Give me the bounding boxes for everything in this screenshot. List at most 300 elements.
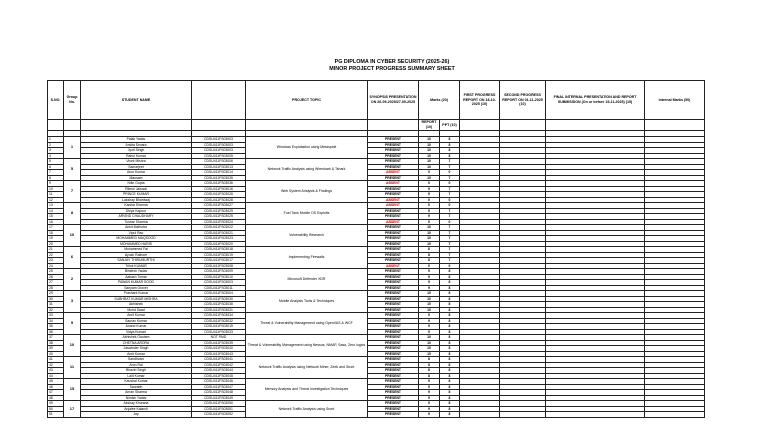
attendance-status-cell: PRESENT <box>368 258 419 264</box>
report-marks-cell: 9 <box>419 269 440 275</box>
report-marks-cell: 9 <box>419 412 440 418</box>
ppt-marks-cell: 8 <box>440 340 460 346</box>
student-name-cell: Ankita Sevara <box>81 142 192 148</box>
ppt-marks-cell: 8 <box>440 324 460 330</box>
header-synopsis: SYNOPSIS PRESENTATION ON 26-09-2025/27-09-2025 <box>368 81 419 120</box>
attendance-status-cell: PRESENT <box>368 307 419 313</box>
project-topic-cell: Network Traffic Analysis using Snort <box>246 401 368 418</box>
roll-number-cell: CDSU411FS03022 <box>192 225 246 231</box>
student-name-cell: Prashant Kumar <box>81 291 192 297</box>
attendance-status-cell: PRESENT <box>368 368 419 374</box>
roll-number-cell: CDSU411FS03003 <box>192 137 246 143</box>
report-marks-cell: 0 <box>419 170 440 176</box>
student-name-cell: Tushar Sharma <box>81 219 192 225</box>
project-topic-cell: Implementing Firewalls <box>246 247 368 269</box>
student-name-cell: Mohd Saad <box>81 307 192 313</box>
sno-cell: 15 <box>48 214 64 220</box>
report-marks-cell: 9 <box>419 390 440 396</box>
attendance-status-cell: PRESENT <box>368 192 419 198</box>
sno-cell: 1 <box>48 137 64 143</box>
ppt-marks-cell: 8 <box>440 142 460 148</box>
report-marks-cell: 10 <box>419 302 440 308</box>
sno-cell: 50 <box>48 406 64 412</box>
report-marks-cell: 10 <box>419 142 440 148</box>
student-name-cell: Kaushal Kumar <box>81 379 192 385</box>
sno-cell: 49 <box>48 401 64 407</box>
student-name-cell: Akshay Khurana <box>81 401 192 407</box>
sno-cell: 43 <box>48 368 64 374</box>
report-marks-cell: 10 <box>419 137 440 143</box>
attendance-status-cell: PRESENT <box>368 384 419 390</box>
group-number-cell: 1 <box>64 137 81 159</box>
ppt-marks-cell: 7 <box>440 230 460 236</box>
student-name-cell: CHETNA ARORA <box>81 340 192 346</box>
group-number-cell: 17 <box>64 401 81 418</box>
student-name-cell: Anand Kumar <box>81 324 192 330</box>
ppt-marks-cell: 7 <box>440 159 460 165</box>
attendance-status-cell: PRESENT <box>368 291 419 297</box>
sno-cell: 33 <box>48 313 64 319</box>
ppt-marks-cell: 7 <box>440 214 460 220</box>
ppt-marks-cell: 8 <box>440 357 460 363</box>
attendance-status-cell: PRESENT <box>368 324 419 330</box>
attendance-status-cell: PRESENT <box>368 406 419 412</box>
roll-number-cell: CDSU411FS03046 <box>192 379 246 385</box>
roll-number-cell: CDSU411FS03045 <box>192 373 246 379</box>
student-name-cell: Jyoti Singh <box>81 148 192 154</box>
header-group: Group No. <box>64 81 81 120</box>
attendance-status-cell: PRESENT <box>368 373 419 379</box>
report-marks-cell: 0 <box>419 197 440 203</box>
report-marks-cell: 9 <box>419 318 440 324</box>
sno-cell: 21 <box>48 247 64 253</box>
report-marks-cell: 9 <box>419 274 440 280</box>
roll-number-cell: CDSU411FS03026 <box>192 192 246 198</box>
attendance-status-cell: PRESENT <box>368 230 419 236</box>
report-marks-cell: 9 <box>419 208 440 214</box>
roll-number-cell: CDSU411FS03052 <box>192 412 246 418</box>
student-name-cell: Saurav Kumar <box>81 318 192 324</box>
ppt-marks-cell: 8 <box>440 285 460 291</box>
subheader-row <box>48 120 705 131</box>
attendance-status-cell: ABSENT <box>368 181 419 187</box>
report-marks-cell: 0 <box>419 219 440 225</box>
ppt-marks-cell: 7 <box>440 164 460 170</box>
sno-cell: 26 <box>48 274 64 280</box>
student-name-cell: ARVIND CHAUDHARY <box>81 214 192 220</box>
project-topic-cell: Fuel Tank Mobile OS Exploits <box>246 203 368 225</box>
group-number-cell: 9 <box>64 313 81 335</box>
sno-cell: 47 <box>48 390 64 396</box>
ppt-marks-cell: 7 <box>440 208 460 214</box>
student-name-cell: Saurabh <box>81 384 192 390</box>
student-name-cell: Lalit Kumar <box>81 373 192 379</box>
sno-cell: 4 <box>48 153 64 159</box>
report-marks-cell: 9 <box>419 384 440 390</box>
roll-number-cell: CDSU411FS03036 <box>192 181 246 187</box>
student-name-cell: Kanika Sharma <box>81 203 192 209</box>
sno-cell: 37 <box>48 335 64 341</box>
roll-number-cell: CDSU411FS03020 <box>192 241 246 247</box>
roll-number-cell: CDSU411FS03003 <box>192 148 246 154</box>
roll-number-cell: CDSU411FS03032 <box>192 318 246 324</box>
sno-cell: 24 <box>48 263 64 269</box>
ppt-marks-cell: 8 <box>440 401 460 407</box>
project-topic-cell: Network Traffic Analysis using Network Miner, Zeek and Snort <box>246 357 368 379</box>
student-name-cell: Sanyam Grover <box>81 285 192 291</box>
ppt-marks-cell: 7 <box>440 225 460 231</box>
report-marks-cell: 10 <box>419 241 440 247</box>
student-name-cell: Ritesh Jaiswal <box>81 186 192 192</box>
roll-number-cell: CDSU411FS03051 <box>192 406 246 412</box>
report-marks-cell: 10 <box>419 351 440 357</box>
sno-cell: 23 <box>48 258 64 264</box>
header-sno: S.NO. <box>48 81 64 120</box>
ppt-marks-cell: 7 <box>440 175 460 181</box>
roll-number-cell: CDSU411FS03031 <box>192 307 246 313</box>
roll-number-cell: CDSU411FS03010 <box>192 274 246 280</box>
ppt-marks-cell: 0 <box>440 197 460 203</box>
report-marks-cell: 10 <box>419 346 440 352</box>
report-marks-cell: 0 <box>419 263 440 269</box>
header-report: REPORT (10) <box>419 120 440 131</box>
report-marks-cell: 9 <box>419 401 440 407</box>
report-marks-cell: 0 <box>419 181 440 187</box>
ppt-marks-cell: 0 <box>440 181 460 187</box>
report-marks-cell: 10 <box>419 175 440 181</box>
student-name-cell: Samarjeet <box>81 164 192 170</box>
ppt-marks-cell: 8 <box>440 395 460 401</box>
ppt-marks-cell: 7 <box>440 258 460 264</box>
ppt-marks-cell: 8 <box>440 362 460 368</box>
report-marks-cell: 10 <box>419 230 440 236</box>
header-first-progress: FIRST PROGRESS REPORT ON 18-10-2025 (10) <box>460 81 500 120</box>
student-name-cell: Vivek Mishra <box>81 159 192 165</box>
group-number-cell: 6 <box>64 247 81 269</box>
report-marks-cell: 8 <box>419 247 440 253</box>
sno-cell: 3 <box>48 148 64 154</box>
roll-number-cell: CDSU411FS03013 <box>192 164 246 170</box>
first-progress-cell <box>460 412 500 418</box>
ppt-marks-cell: 0 <box>440 219 460 225</box>
report-marks-cell: 10 <box>419 159 440 165</box>
sno-cell: 5 <box>48 159 64 165</box>
student-name-cell: Divya Kapoor <box>81 208 192 214</box>
attendance-status-cell: PRESENT <box>368 252 419 258</box>
roll-number-cell: CDSU411FS03048 <box>192 390 246 396</box>
group-number-cell: 2 <box>64 269 81 291</box>
sheet-subtitle: MINOR PROJECT PROGRESS SUMMARY SHEET <box>329 66 455 72</box>
student-name-cell: Mohammed Fai <box>81 247 192 253</box>
report-marks-cell: 9 <box>419 313 440 319</box>
ppt-marks-cell: 7 <box>440 247 460 253</box>
sno-cell: 39 <box>48 346 64 352</box>
sno-cell: 45 <box>48 379 64 385</box>
attendance-status-cell: PRESENT <box>368 390 419 396</box>
roll-number-cell: CDSU411FS03039 <box>192 340 246 346</box>
roll-number-cell: CDSU411FS03023 <box>192 236 246 242</box>
header-ppt: PPT (10) <box>440 120 460 131</box>
internal-marks-cell <box>645 412 705 418</box>
student-name-cell: Arun Kumar <box>81 170 192 176</box>
project-topic-cell: Vulnerability Research <box>246 225 368 247</box>
header-final-presentation: FINAL INTERNAL PRESENTATION AND REPORT SUBMISSION (On or before 15-11-2025) (15) <box>546 81 645 120</box>
ppt-marks-cell: 8 <box>440 384 460 390</box>
header-second-progress: SECOND PROGRESS REPORT ON 01-11-2025 (10) <box>500 81 546 120</box>
roll-number-cell: CDSU411FS03033 <box>192 329 246 335</box>
attendance-status-cell: ABSENT <box>368 263 419 269</box>
sno-cell: 38 <box>48 340 64 346</box>
roll-number-cell: CDSU411FS03006 <box>192 159 246 165</box>
ppt-marks-cell: 8 <box>440 373 460 379</box>
student-name-cell: Aakash Tomar <box>81 274 192 280</box>
roll-number-cell: CDSU411FS03021 <box>192 230 246 236</box>
group-number-cell: 10 <box>64 225 81 247</box>
ppt-marks-cell: 8 <box>440 153 460 159</box>
final-presentation-cell <box>546 412 645 418</box>
project-topic-cell: Threat & Vulnerability Management using Nessus, NMAP, Sasa, Zero logics <box>246 335 368 357</box>
sno-cell: 8 <box>48 175 64 181</box>
sno-cell: 30 <box>48 296 64 302</box>
student-name-cell: Trilok KUMAR <box>81 263 192 269</box>
attendance-status-cell: PRESENT <box>368 236 419 242</box>
report-marks-cell: 9 <box>419 285 440 291</box>
roll-number-cell: CDSU411FS03027 <box>192 203 246 209</box>
report-marks-cell: 9 <box>419 214 440 220</box>
student-name-cell: PRINCE KUMAR <box>81 192 192 198</box>
attendance-status-cell: PRESENT <box>368 401 419 407</box>
roll-number-cell: CDSU411FS03016 <box>192 186 246 192</box>
sno-cell: 18 <box>48 230 64 236</box>
group-number-cell: 7 <box>64 181 81 203</box>
attendance-status-cell: PRESENT <box>368 225 419 231</box>
ppt-marks-cell: 8 <box>440 274 460 280</box>
student-name-cell: Aman Sharma <box>81 390 192 396</box>
attendance-status-cell: ABSENT <box>368 197 419 203</box>
attendance-status-cell: PRESENT <box>368 274 419 280</box>
attendance-status-cell: PRESENT <box>368 313 419 319</box>
attendance-status-cell: PRESENT <box>368 346 419 352</box>
student-name-cell: Arun Rai <box>81 362 192 368</box>
project-topic-cell: Mobile Analysis Tools & Techniques <box>246 291 368 313</box>
sno-cell: 27 <box>48 280 64 286</box>
ppt-marks-cell: 8 <box>440 390 460 396</box>
ppt-marks-cell: 7 <box>440 186 460 192</box>
roll-number-cell: CDSU411FS03017 <box>192 258 246 264</box>
roll-number-cell: CDSU411FS03025 <box>192 214 246 220</box>
attendance-status-cell: PRESENT <box>368 412 419 418</box>
sno-cell: 44 <box>48 373 64 379</box>
header-project-topic: PROJECT TOPIC <box>246 81 368 120</box>
report-marks-cell: 9 <box>419 395 440 401</box>
ppt-marks-cell: 0 <box>440 263 460 269</box>
student-name-cell: Anjalee Kalandi <box>81 406 192 412</box>
ppt-marks-cell: 8 <box>440 406 460 412</box>
report-marks-cell: 9 <box>419 406 440 412</box>
progress-table <box>47 80 705 418</box>
student-name-cell: MOHAMMED MAQSOOD <box>81 236 192 242</box>
report-marks-cell: 9 <box>419 186 440 192</box>
attendance-status-cell: PRESENT <box>368 208 419 214</box>
report-marks-cell: 10 <box>419 164 440 170</box>
header-student-name: STUDENT NAME <box>81 81 192 120</box>
sno-cell: 32 <box>48 307 64 313</box>
report-marks-cell: 10 <box>419 307 440 313</box>
student-name-cell: Ayush Rathore <box>81 252 192 258</box>
roll-number-cell: CDSU411FS03028 <box>192 197 246 203</box>
roll-number-cell: CDSU411FS03015 <box>192 324 246 330</box>
project-topic-cell: Memory Analysis and Threat Investigation Techniques <box>246 379 368 401</box>
attendance-status-cell: PRESENT <box>368 159 419 165</box>
roll-number-cell: CDSU411FS03050 <box>192 401 246 407</box>
ppt-marks-cell: 8 <box>440 291 460 297</box>
sno-cell: 34 <box>48 318 64 324</box>
ppt-marks-cell: 8 <box>440 351 460 357</box>
sno-cell: 9 <box>48 181 64 187</box>
group-number-cell: 15 <box>64 379 81 401</box>
student-name-cell: Lakshay Bhardwaj <box>81 197 192 203</box>
student-name-cell: Nimish Yadav <box>81 395 192 401</box>
attendance-status-cell: PRESENT <box>368 137 419 143</box>
attendance-status-cell: PRESENT <box>368 241 419 247</box>
roll-number-cell: CDSU411FS03014 <box>192 170 246 176</box>
ppt-marks-cell: 8 <box>440 368 460 374</box>
student-name-cell: Sandhvani <box>81 357 192 363</box>
ppt-marks-cell: 7 <box>440 241 460 247</box>
ppt-marks-cell: 7 <box>440 236 460 242</box>
attendance-status-cell: PRESENT <box>368 335 419 341</box>
student-name-cell: SANJAY THIRUMURTHI <box>81 258 192 264</box>
sno-cell: 6 <box>48 164 64 170</box>
roll-number-cell: CDSU411FS03030 <box>192 296 246 302</box>
roll-number-cell: CDSU411FS03009 <box>192 269 246 275</box>
roll-number-cell: CDSU411FS03024 <box>192 219 246 225</box>
roll-number-cell: CDSU411FS03029 <box>192 208 246 214</box>
report-marks-cell: 10 <box>419 236 440 242</box>
ppt-marks-cell: 8 <box>440 346 460 352</box>
ppt-marks-cell: 7 <box>440 192 460 198</box>
sno-cell: 16 <box>48 219 64 225</box>
ppt-marks-cell: 8 <box>440 307 460 313</box>
sno-cell: 36 <box>48 329 64 335</box>
roll-number-cell: CDSU411FS03034 <box>192 313 246 319</box>
report-marks-cell: 9 <box>419 379 440 385</box>
student-name-cell: Amit Kumar <box>81 351 192 357</box>
sno-cell: 31 <box>48 302 64 308</box>
report-marks-cell: 9 <box>419 329 440 335</box>
attendance-status-cell: PRESENT <box>368 148 419 154</box>
student-name-cell: Nitin Gupta <box>81 181 192 187</box>
ppt-marks-cell: 0 <box>440 170 460 176</box>
student-name-cell: Amit Kumar <box>81 313 192 319</box>
attendance-status-cell: PRESENT <box>368 285 419 291</box>
ppt-marks-cell: 8 <box>440 318 460 324</box>
project-topic-cell: Web System Analysis & Findings <box>246 181 368 203</box>
sno-cell: 20 <box>48 241 64 247</box>
roll-number-cell: CDSU411FS03047 <box>192 384 246 390</box>
report-marks-cell: 8 <box>419 357 440 363</box>
attendance-status-cell: PRESENT <box>368 142 419 148</box>
attendance-status-cell: PRESENT <box>368 269 419 275</box>
roll-number-cell: CDSU411FS03042 <box>192 362 246 368</box>
sheet-title: PG DIPLOMA IN CYBER SECURITY (2025-26) <box>334 59 450 65</box>
table-body <box>48 137 705 418</box>
student-name-cell: Bhaviri Singh <box>81 368 192 374</box>
sno-cell: 48 <box>48 395 64 401</box>
student-name-cell: Abhishek <box>81 302 192 308</box>
report-marks-cell: 10 <box>419 148 440 154</box>
table-row <box>48 412 705 418</box>
report-marks-cell: 10 <box>419 225 440 231</box>
attendance-status-cell: PRESENT <box>368 164 419 170</box>
sno-cell: 29 <box>48 291 64 297</box>
roll-number-cell: CDSU411FS03003 <box>192 280 246 286</box>
project-topic-cell: Threat & Vulnerability Management using OpenVAS & WCF <box>246 313 368 335</box>
group-number-cell: 11 <box>64 357 81 379</box>
student-name-cell: Vidya Kumari <box>81 329 192 335</box>
project-topic-cell: Microsoft Defender XDR <box>246 269 368 291</box>
ppt-marks-cell: 8 <box>440 137 460 143</box>
roll-number-cell: CDSU411FS03011 <box>192 285 246 291</box>
sno-cell: 22 <box>48 252 64 258</box>
ppt-marks-cell: 8 <box>440 335 460 341</box>
report-marks-cell: 10 <box>419 291 440 297</box>
student-name-cell: Palak Yadav <box>81 137 192 143</box>
report-marks-cell: 8 <box>419 373 440 379</box>
sno-cell: 17 <box>48 225 64 231</box>
group-number-cell: 8 <box>64 203 81 225</box>
student-name-cell: Jay <box>81 412 192 418</box>
project-topic-cell: Network Traffic Analysis using Wireshark & Tshark <box>246 159 368 181</box>
sno-cell: 25 <box>48 269 64 275</box>
student-name-cell: Vipul Rao <box>81 230 192 236</box>
sno-cell: 35 <box>48 324 64 330</box>
attendance-status-cell: PRESENT <box>368 214 419 220</box>
report-marks-cell: 9 <box>419 324 440 330</box>
attendance-status-cell: PRESENT <box>368 280 419 286</box>
student-name-cell: Bimlesh Yadav <box>81 269 192 275</box>
attendance-status-cell: ABSENT <box>368 219 419 225</box>
roll-number-cell: CDSU411FS03049 <box>192 395 246 401</box>
roll-number-cell: CDSU411FS03035 <box>192 175 246 181</box>
roll-number-cell: CDSU411FS03018 <box>192 247 246 253</box>
group-number-cell: 10 <box>64 335 81 357</box>
attendance-status-cell: PRESENT <box>368 153 419 159</box>
student-name-cell: Ankit Malhotra <box>81 225 192 231</box>
sno-cell: 51 <box>48 412 64 418</box>
roll-number-cell: CDSU411FS03041 <box>192 357 246 363</box>
ppt-marks-cell: 8 <box>440 302 460 308</box>
attendance-status-cell: PRESENT <box>368 302 419 308</box>
roll-number-cell: CDSU411FS03043 <box>192 351 246 357</box>
report-marks-cell: 9 <box>419 192 440 198</box>
student-name-cell: MOHAMMED HARIS <box>81 241 192 247</box>
attendance-status-cell: PRESENT <box>368 296 419 302</box>
report-marks-cell: 9 <box>419 280 440 286</box>
attendance-status-cell: ABSENT <box>368 203 419 209</box>
sno-cell: 28 <box>48 285 64 291</box>
sno-cell: 42 <box>48 362 64 368</box>
sno-cell: 14 <box>48 208 64 214</box>
second-progress-cell <box>500 412 546 418</box>
ppt-marks-cell: 8 <box>440 296 460 302</box>
report-marks-cell: 8 <box>419 368 440 374</box>
roll-number-cell: CDSU411FS03044 <box>192 368 246 374</box>
ppt-marks-cell: 8 <box>440 329 460 335</box>
report-marks-cell: 10 <box>419 153 440 159</box>
roll-number-cell: CDSU411FS03038 <box>192 302 246 308</box>
report-marks-cell: 8 <box>419 362 440 368</box>
